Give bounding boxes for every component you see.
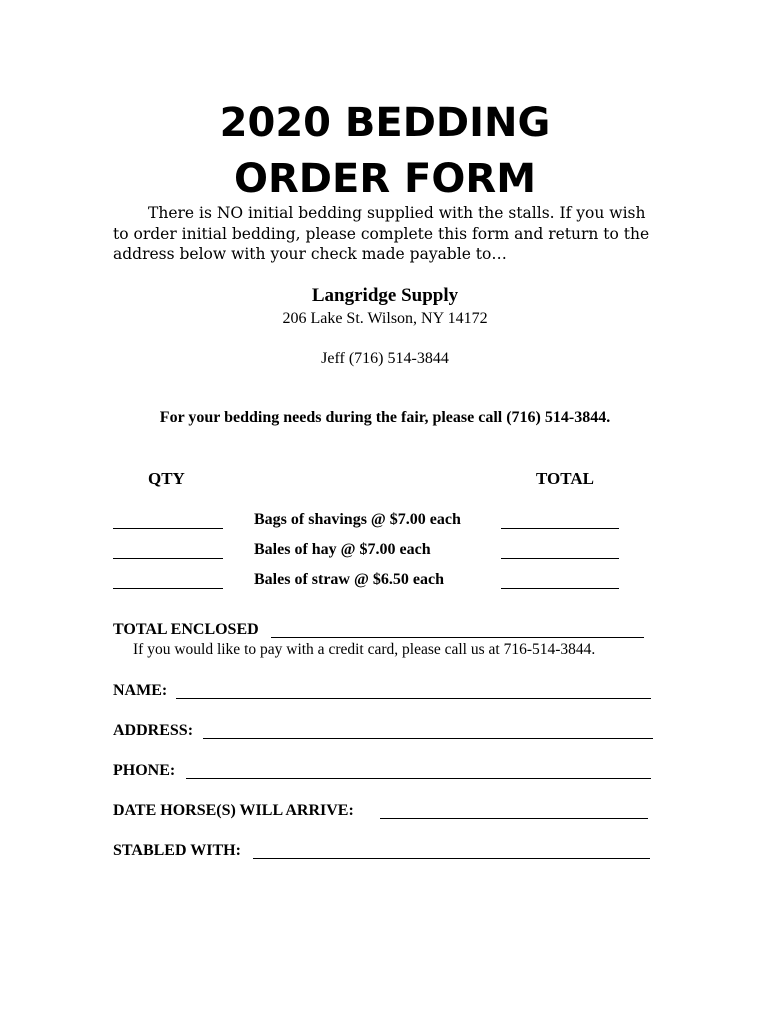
stabled-with-label: STABLED WITH: bbox=[113, 842, 241, 859]
item-label: Bales of straw @ $6.50 each bbox=[254, 571, 444, 588]
total-enclosed-blank[interactable] bbox=[271, 637, 644, 638]
total-blank[interactable] bbox=[501, 528, 619, 529]
order-row-straw bbox=[0, 570, 770, 594]
bedding-needs-note: For your bedding needs during the fair, please call (716) 514-3844. bbox=[159, 409, 611, 426]
qty-blank[interactable] bbox=[113, 528, 223, 529]
address-blank[interactable] bbox=[203, 738, 653, 739]
credit-card-note: If you would like to pay with a credit card, please call us at 716-514-3844. bbox=[133, 641, 596, 658]
item-label: Bags of shavings @ $7.00 each bbox=[254, 511, 461, 528]
supplier-name: Langridge Supply bbox=[311, 285, 459, 306]
arrival-date-label: DATE HORSE(S) WILL ARRIVE: bbox=[113, 802, 354, 819]
order-row-shavings bbox=[0, 510, 770, 534]
form-title-line-1: 2020 BEDDING bbox=[219, 100, 551, 146]
intro-text: There is NO initial bedding supplied with the stalls. If you wish to order initial bedding, please complete this form and return to the address below with your check made payable to… bbox=[113, 204, 650, 263]
total-blank[interactable] bbox=[501, 558, 619, 559]
item-label: Bales of hay @ $7.00 each bbox=[254, 541, 431, 558]
qty-blank[interactable] bbox=[113, 588, 223, 589]
total-column-header: TOTAL bbox=[536, 469, 594, 488]
name-blank[interactable] bbox=[176, 698, 651, 699]
total-enclosed-label: TOTAL ENCLOSED bbox=[113, 621, 259, 638]
stabled-with-blank[interactable] bbox=[253, 858, 650, 859]
arrival-date-blank[interactable] bbox=[380, 818, 648, 819]
qty-column-header: QTY bbox=[148, 469, 185, 488]
supplier-address: 206 Lake St. Wilson, NY 14172 bbox=[282, 310, 488, 327]
qty-blank[interactable] bbox=[113, 558, 223, 559]
phone-blank[interactable] bbox=[186, 778, 651, 779]
name-label: NAME: bbox=[113, 682, 168, 699]
form-title-line-2: ORDER FORM bbox=[234, 156, 536, 202]
intro-paragraph bbox=[113, 203, 653, 265]
address-label: ADDRESS: bbox=[113, 722, 194, 739]
total-blank[interactable] bbox=[501, 588, 619, 589]
order-row-hay bbox=[0, 540, 770, 564]
phone-label: PHONE: bbox=[113, 762, 176, 779]
supplier-contact: Jeff (716) 514-3844 bbox=[321, 350, 449, 367]
